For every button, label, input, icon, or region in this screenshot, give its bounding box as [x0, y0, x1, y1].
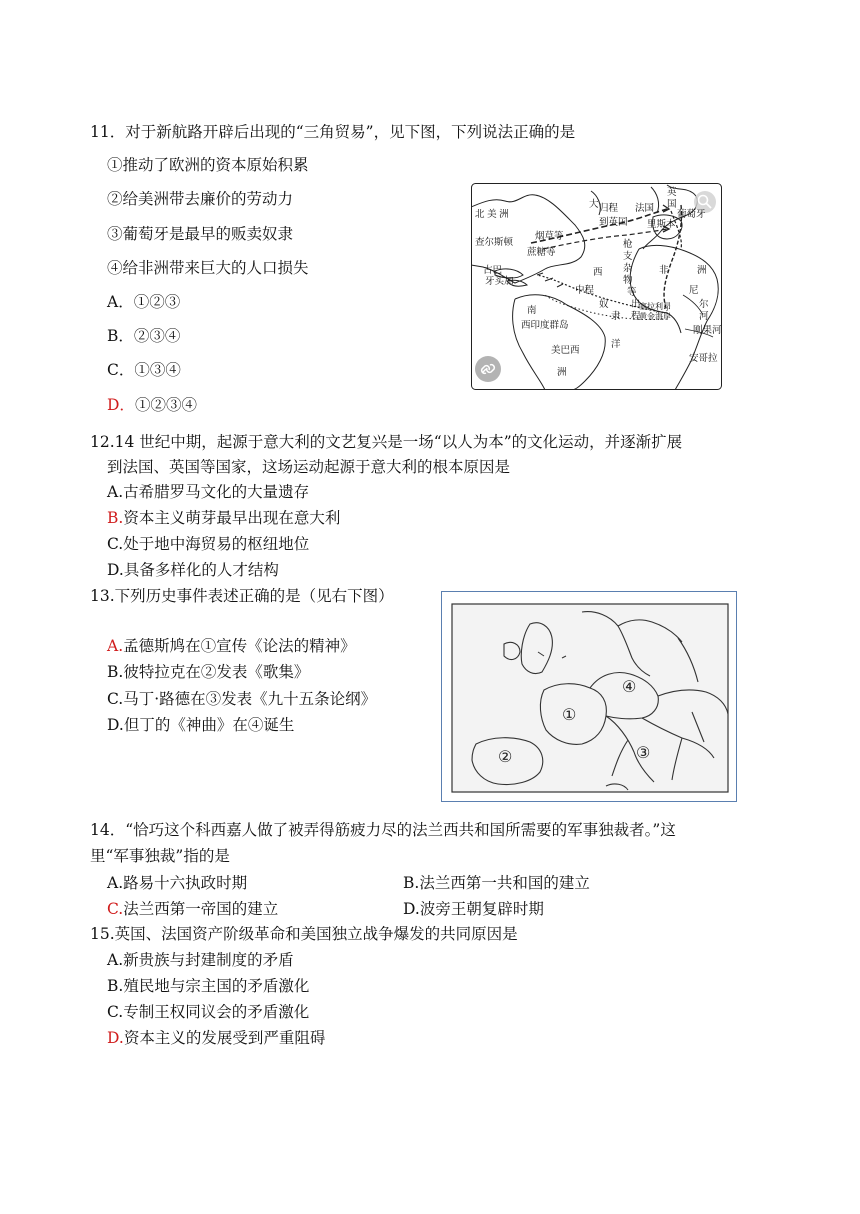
map-label-africa-zhou: 洲 [697, 265, 707, 276]
map-label-country: 国 [667, 199, 677, 210]
q11-statement-3: ③葡萄牙是最早的贩卖奴隶 [107, 225, 294, 243]
map-label-goods4: 物 [623, 275, 633, 286]
q12-option-d[interactable]: D.具备多样化的人才结构 [107, 561, 279, 579]
map-label-jamaica: 牙买加 [485, 276, 514, 287]
europe-map [441, 591, 737, 802]
map-label-goods5: 等 [627, 287, 637, 298]
q11-option-a[interactable]: A．①②③ [107, 293, 181, 311]
q11-option-b[interactable]: B．②③④ [107, 327, 181, 345]
triangle-trade-map [471, 183, 722, 390]
map-label-river: 河 [699, 311, 709, 322]
map-label-slave-coast: 黄金海岸 [639, 312, 671, 321]
map-label-goods1: 枪 [623, 239, 633, 250]
q13-option-a[interactable]: A.孟德斯鸠在①宣传《论法的精神》 [107, 637, 356, 655]
q12-number: 12. [90, 433, 115, 451]
map-label-goods3: 杂 [623, 263, 633, 274]
q14-option-b[interactable]: B.法兰西第一共和国的建立 [403, 874, 590, 892]
europe-marker-2: ② [498, 747, 513, 766]
q14-stem-line1: 14．“恰巧这个科西嘉人做了被弄得筋疲力尽的法兰西共和国所需要的军事独裁者。”这 [90, 821, 676, 839]
q12-option-c[interactable]: C.处于地中海贸易的枢纽地位 [107, 535, 310, 553]
map-label-charleston: 查尔斯顿 [475, 237, 514, 248]
map-label-tobacco: 烟草等 [535, 231, 564, 242]
q12-option-a[interactable]: A.古希腊罗马文化的大量遗存 [107, 483, 310, 501]
europe-marker-4: ④ [622, 677, 637, 696]
q14-stem-line2: 里“军事独裁”指的是 [90, 847, 230, 865]
map-label-lisbon: 里斯本 [647, 219, 676, 230]
q11-statement-4: ④给非洲带来巨大的人口损失 [107, 259, 309, 277]
q11-option-c[interactable]: C．①③④ [107, 361, 181, 379]
map-label-north-america: 北 美 洲 [475, 209, 509, 220]
q14-number: 14． [90, 821, 126, 839]
map-label-cuba: 古巴 [483, 265, 503, 276]
q14-option-d[interactable]: D.波旁王朝复辟时期 [403, 900, 544, 918]
q12-stem-line1: 12.14 世纪中期，起源于意大利的文艺复兴是一场“以人为本”的文化运动，并逐渐扩展 [90, 433, 683, 451]
map-label-south: 南 [527, 305, 537, 316]
q13-answer-letter: A. [107, 637, 124, 655]
q11-stem-text: 对于新航路开辟后出现的“三角贸易”，见下图，下列说法正确的是 [125, 123, 576, 141]
q11-answer-letter: D． [107, 396, 135, 414]
q12-stem-line2: 到法国、英国等国家，这场运动起源于意大利的根本原因是 [107, 458, 511, 476]
map-label-congo: 刚果河 [693, 325, 722, 336]
q15-option-d[interactable]: D.资本主义的发展受到严重阻碍 [107, 1029, 326, 1047]
q14-option-a[interactable]: A.路易十六执政时期 [107, 874, 248, 892]
map-label-slave: 奴 [599, 299, 609, 310]
europe-marker-3: ③ [636, 743, 651, 762]
q11-statement-1: ①推动了欧洲的资本原始积累 [107, 156, 309, 174]
q11-statement-2: ②给美洲带去廉价的劳动力 [107, 190, 294, 208]
q14-option-c[interactable]: C.法兰西第一帝国的建立 [107, 900, 279, 918]
q15-stem: 15.英国、法国资产阶级革命和美国独立战争爆发的共同原因是 [90, 925, 518, 943]
map-label-outbound: 出 [631, 299, 641, 310]
q11-number: 11． [90, 123, 126, 141]
q13-number: 13. [90, 587, 115, 605]
map-label-big: 大 [589, 199, 599, 210]
map-label-middle: 中程 [575, 285, 595, 296]
q11-stem [90, 122, 575, 142]
map-label-outbound2: 程 [631, 311, 641, 322]
q12-answer-letter: B. [107, 509, 124, 527]
q15-number: 15. [90, 925, 115, 943]
map-label-west: 西 [593, 267, 603, 278]
map-label-africa-fei: 非 [659, 265, 669, 276]
map-label-slave2: 隶 [611, 311, 621, 322]
q12-option-b[interactable]: B.资本主义萌芽最早出现在意大利 [107, 509, 341, 527]
map-label-brazil: 美巴西 [551, 345, 580, 356]
map-label-france: 法国 [635, 203, 655, 214]
q15-option-c[interactable]: C.专制王权同议会的矛盾激化 [107, 1003, 310, 1021]
map-label-sugar: 蔗糖等 [527, 247, 556, 258]
q13-stem: 13.下列历史事件表述正确的是（见右下图） [90, 587, 394, 605]
map-label-gold-coast: 塞拉利昂 [639, 302, 671, 311]
q11-option-d[interactable]: D．①②③④ [107, 396, 197, 414]
map-label-return: 归程 [599, 203, 619, 214]
europe-marker-1: ① [562, 705, 577, 724]
map-label-to-england: 到英国 [599, 217, 628, 228]
q14-answer-letter: C. [107, 900, 124, 918]
map-label-angola: 安哥拉 [689, 353, 718, 364]
map-label-east: 尔 [699, 299, 709, 310]
map-label-england: 英 [667, 187, 677, 198]
q15-answer-letter: D. [107, 1029, 124, 1047]
map-label-niger: 尼 [689, 285, 699, 296]
q13-option-c[interactable]: C.马丁·路德在③发表《九十五条论纲》 [107, 690, 377, 708]
q13-option-d[interactable]: D.但丁的《神曲》在④诞生 [107, 716, 295, 734]
map-label-goods2: 支 [623, 251, 633, 262]
map-label-westindies: 西印度群岛 [521, 320, 569, 331]
q15-option-b[interactable]: B.殖民地与宗主国的矛盾激化 [107, 977, 310, 995]
q13-option-b[interactable]: B.彼特拉克在②发表《歌集》 [107, 663, 310, 681]
map-label-ocean: 洋 [611, 339, 621, 350]
map-label-continent: 洲 [557, 367, 567, 378]
q15-option-a[interactable]: A.新贵族与封建制度的矛盾 [107, 951, 294, 969]
map-label-portugal: 葡萄牙 [677, 209, 706, 220]
